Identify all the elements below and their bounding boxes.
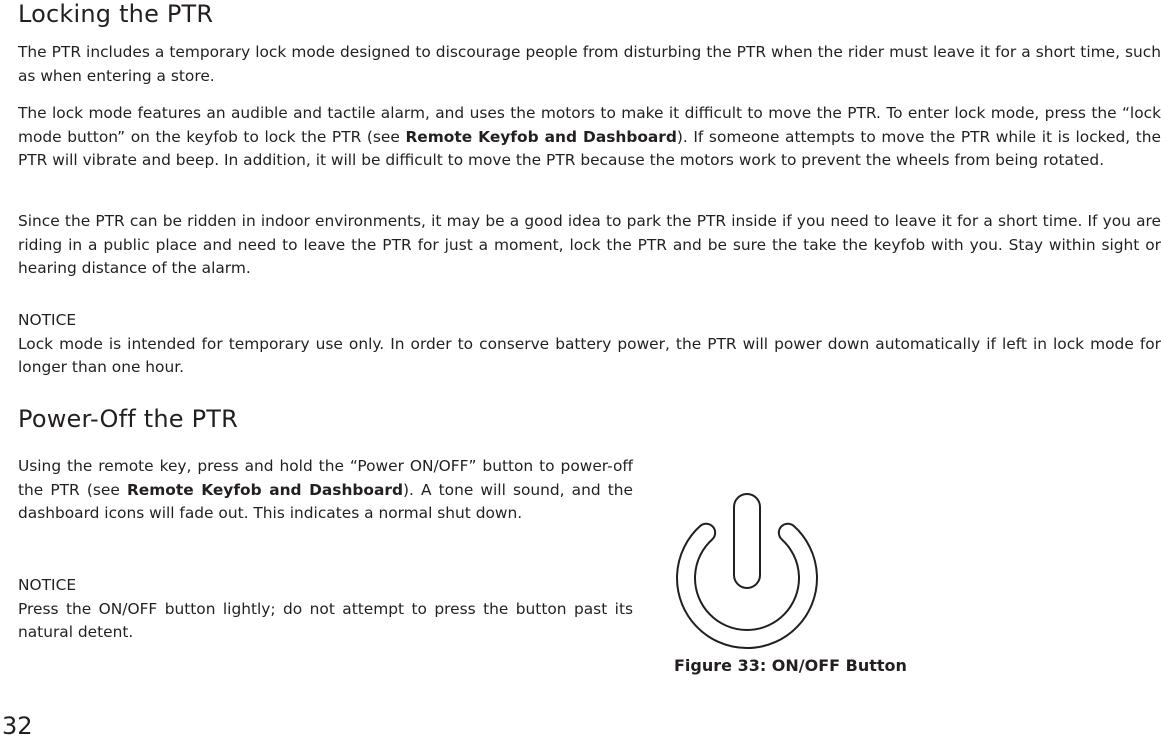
figure-caption: Figure 33: ON/OFF Button xyxy=(674,656,907,675)
power-icon xyxy=(672,493,822,653)
section-title-locking: Locking the PTR xyxy=(18,0,214,28)
power-off-notice xyxy=(18,574,633,645)
page-number: 32 xyxy=(2,712,33,740)
on-off-button-figure xyxy=(672,493,822,653)
power-off-paragraph xyxy=(18,455,633,526)
power-off-paragraph-text-start: Using the remote key, press and hold the “Power ON/OFF” button to power-off the PTR (see xyxy=(18,457,633,499)
notice-text: Lock mode is intended for temporary use only. In order to conserve battery power, the PTR will power down automatically if left in lock mode for longer than one hour. xyxy=(18,334,1161,376)
locking-paragraph-1: The PTR includes a temporary lock mode designed to discourage people from disturbing the PTR when the rider must leave it for a short time, such as when entering a store. xyxy=(18,43,1161,85)
locking-paragraph-2 xyxy=(18,102,1161,173)
section-title-power-off: Power-Off the PTR xyxy=(18,405,238,433)
locking-paragraph-3: Since the PTR can be ridden in indoor environments, it may be a good idea to park the PTR inside if you need to leave it for a short time. If you are riding in a public place and need to leave the PTR for just a moment, lock the PTR and be sure the take the keyfob with you. Stay within sight or hearing distance of the alarm. xyxy=(18,212,1161,277)
keyfob-dashboard-link[interactable]: Remote Keyfob and Dashboard xyxy=(405,127,677,146)
locking-paragraph-2-text-start: The lock mode features an audible and tactile alarm, and uses the motors to make it difficult to move the PTR. To enter lock mode, press the “lock mode button” on the keyfob to lock the PTR (see xyxy=(18,104,1161,146)
locking-paragraph-2-text-end: ). If someone attempts to move the PTR while it is locked, the PTR will vibrate and beep. In addition, it will be difficult to move the PTR because the motors work to prevent the wheels from being rotated. xyxy=(18,127,1161,169)
notice-text: Press the ON/OFF button lightly; do not attempt to press the button past its natural detent. xyxy=(18,599,633,641)
keyfob-dashboard-link[interactable]: Remote Keyfob and Dashboard xyxy=(126,480,403,499)
notice-label: NOTICE xyxy=(18,311,77,329)
power-off-paragraph-text-end: ). A tone will sound, and the dashboard icons will fade out. This indicates a normal shut down. xyxy=(18,480,633,522)
locking-notice xyxy=(18,309,1161,380)
notice-label: NOTICE xyxy=(18,576,77,594)
